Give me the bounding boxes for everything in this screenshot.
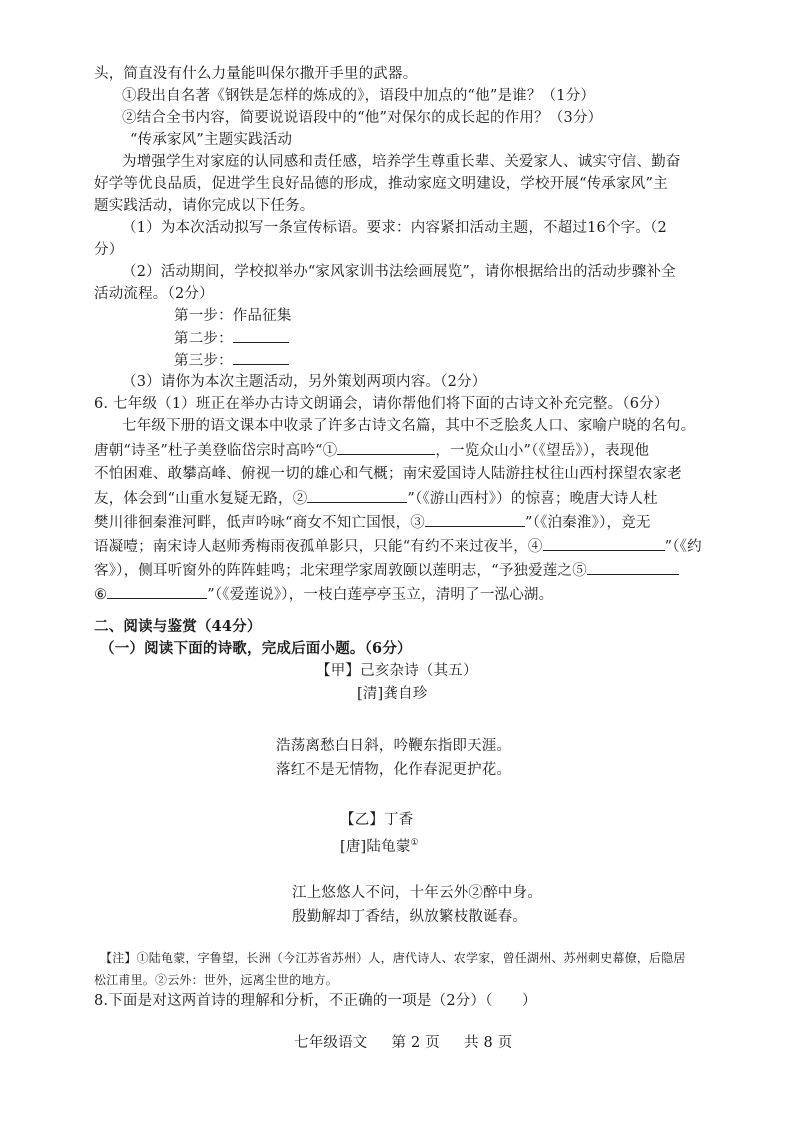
answer-blank[interactable] <box>307 488 407 503</box>
task-2: （2）活动期间，学校拟举办“家风家训书法绘画展览”，请你根据给出的活动步骤补全 <box>122 264 676 280</box>
passage-end: 头，简直没有什么力量能叫保尔撒开手里的武器。 <box>94 66 418 82</box>
question-6-line: 语凝噎；南宋诗人赵师秀梅雨夜孤单影只，只能“有约不来过夜半，④ ”（《约 <box>94 536 702 557</box>
answer-blank[interactable] <box>425 512 525 527</box>
poem-b-line: 殷勤解却丁香结，纵放繁枝散诞春。 <box>292 909 528 925</box>
poem-b-author: [唐]陆龟蒙① <box>340 838 419 855</box>
poem-a-title: 【甲】己亥杂诗（其五） <box>316 663 478 679</box>
poem-b-title: 【乙】丁香 <box>340 812 414 828</box>
question-6-line: 客》），侧耳听窗外的阵阵蛙鸣；北宋理学家周敦颐以莲明志，“予独爱莲之⑤ <box>94 560 679 581</box>
task-3: （3）请你为本次主题活动，另外策划两项内容。（2分） <box>122 374 487 390</box>
activity-paragraph: 好学等优良品质，促进学生良好品德的形成，推动家庭文明建设，学校开展“传承家风”主 <box>94 176 668 192</box>
question-6-line: 樊川徘徊秦淮河畔，低声吟咏“商女不知亡国恨，③ ”（《泊秦淮》），竞无 <box>94 512 651 533</box>
activity-paragraph: 题实践活动，请你完成以下任务。 <box>94 198 315 214</box>
footer-total: 共 8 页 <box>464 1035 513 1051</box>
subsection-heading: （一）阅读下面的诗歌，完成后面小题。（6分） <box>100 640 412 657</box>
question-2: ②结合全书内容，简要说说语段中的“他”对保尔的成长起的作用？（3分） <box>122 110 603 126</box>
task-1: 分） <box>94 242 124 258</box>
footnote: 松江甫里。②云外：世外，远离尘世的地方。 <box>94 973 339 987</box>
question-6-line: 七年级下册的语文课本中收录了许多古诗文名篇，其中不乏脍炙人口、家喻户晓的名句。 <box>122 418 696 434</box>
answer-blank[interactable] <box>587 560 679 575</box>
task-2: 活动流程。（2分） <box>94 286 214 302</box>
activity-title: “传承家风”主题实践活动 <box>130 132 293 148</box>
footer-subject: 七年级语文 <box>294 1035 368 1051</box>
poem-b-line: 江上悠悠人不问，十年云外②醉中身。 <box>292 885 542 901</box>
footnote-marker: ① <box>410 838 419 848</box>
step-1: 第一步：作品征集 <box>174 308 292 324</box>
footnote: 【注】①陆龟蒙，字鲁望，长洲（今江苏省苏州）人，唐代诗人、农学家，曾任湖州、苏州刺史幕僚，后隐居 <box>100 951 686 965</box>
task-1: （1）为本次活动拟写一条宣传标语。要求：内容紧扣活动主题，不超过16个字。（2 <box>122 220 667 236</box>
page-footer <box>294 1033 513 1053</box>
footer-page: 第 2 页 <box>391 1035 440 1051</box>
activity-paragraph: 为增强学生对家庭的认同感和责任感，培养学生尊重长辈、关爱家人、诚实守信、勤奋 <box>122 154 681 170</box>
answer-blank[interactable] <box>233 350 289 365</box>
question-8: 8.下面是对这两首诗的理解和分析，不正确的一项是（2分）（ ） <box>94 993 537 1009</box>
question-1: ①段出自名著《钢铁是怎样的炼成的》，语段中加点的“他”是谁？（1分） <box>122 88 596 104</box>
question-6-line: ⑥ ”（《爱莲说》），一枝白莲亭亭玉立，清明了一泓心湖。 <box>94 584 553 605</box>
answer-blank[interactable] <box>233 328 289 343</box>
question-6-heading: 6. 七年级（1）班正在举办古诗文朗诵会，请你帮他们将下面的古诗文补充完整。（6分） <box>94 396 669 412</box>
step-3: 第三步： <box>174 350 289 371</box>
step-2: 第二步： <box>174 328 289 349</box>
question-6-line: 唐朝“诗圣”杜子美登临岱宗时高吟“① ，一览众山小”（《望岳》），表现他 <box>94 440 649 461</box>
question-6-line: 友，体会到“山重水复疑无路，② ”（《游山西村》）的惊喜；晚唐大诗人杜 <box>94 488 658 509</box>
answer-blank[interactable] <box>543 536 665 551</box>
answer-blank[interactable] <box>107 584 207 599</box>
answer-blank[interactable] <box>337 440 435 455</box>
poem-a-line: 落红不是无情物，化作春泥更护花。 <box>276 762 512 778</box>
poem-a-line: 浩荡离愁白日斜，吟鞭东指即天涯。 <box>276 738 512 754</box>
poem-a-author: [清]龚自珍 <box>357 686 428 702</box>
question-6-line: 不怕困难、敢攀高峰、俯视一切的雄心和气概；南宋爱国诗人陆游拄杖往山西村探望农家老 <box>94 466 682 482</box>
section-heading: 二、阅读与鉴赏（44分） <box>94 618 262 635</box>
